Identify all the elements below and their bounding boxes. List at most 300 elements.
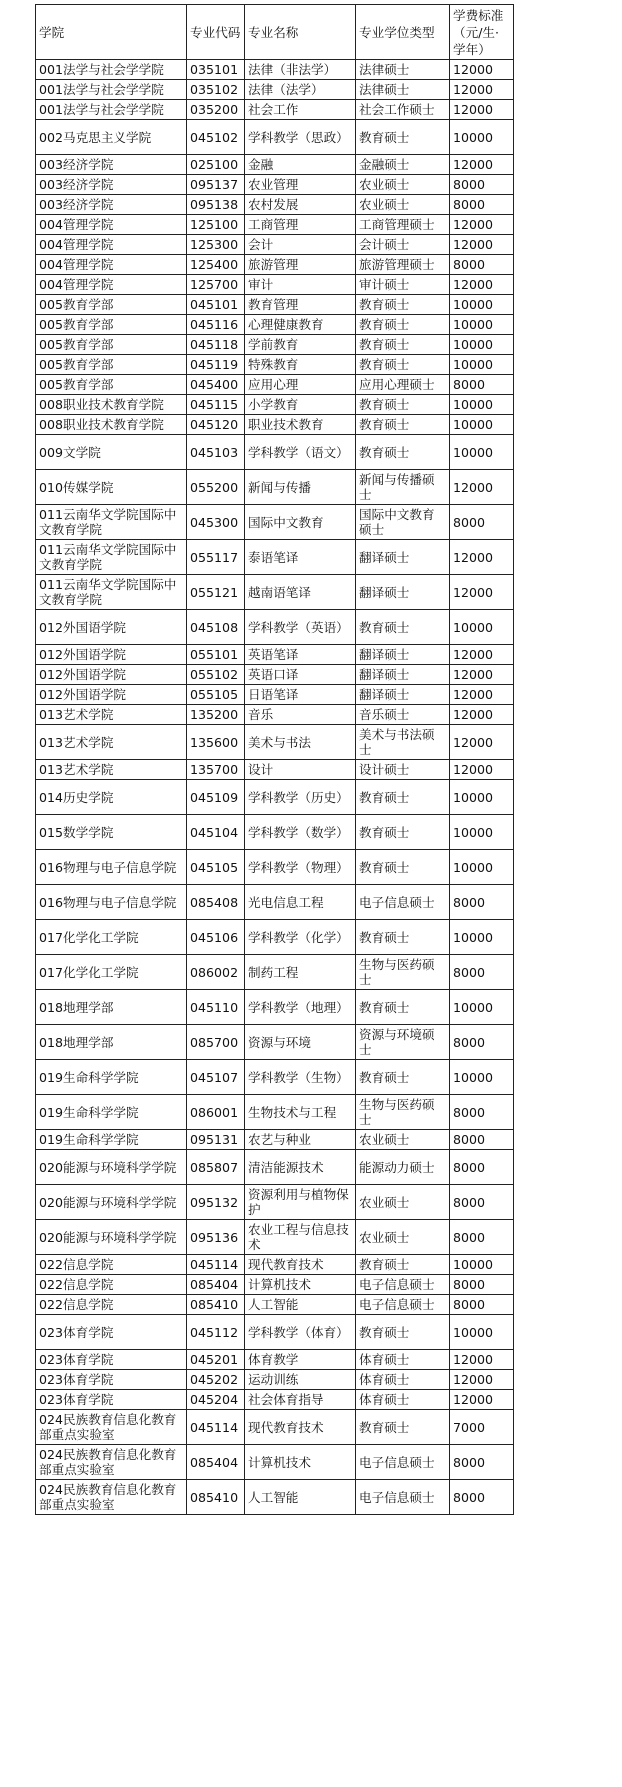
table-row bbox=[36, 355, 514, 375]
cell-college: 001法学与社会学学院 bbox=[36, 60, 187, 80]
table-row bbox=[36, 885, 514, 920]
cell-degree: 教育硕士 bbox=[356, 815, 450, 850]
cell-degree: 教育硕士 bbox=[356, 295, 450, 315]
cell-code: 045119 bbox=[187, 355, 245, 375]
cell-major: 音乐 bbox=[245, 705, 356, 725]
cell-code: 045102 bbox=[187, 120, 245, 155]
cell-code: 035101 bbox=[187, 60, 245, 80]
cell-major: 学科教学（体育） bbox=[245, 1315, 356, 1350]
cell-college: 003经济学院 bbox=[36, 195, 187, 215]
table-row bbox=[36, 80, 514, 100]
cell-fee: 8000 bbox=[450, 1095, 514, 1130]
cell-major: 社会工作 bbox=[245, 100, 356, 120]
cell-fee: 12000 bbox=[450, 645, 514, 665]
cell-major: 现代教育技术 bbox=[245, 1410, 356, 1445]
cell-college: 020能源与环境科学学院 bbox=[36, 1185, 187, 1220]
table-row bbox=[36, 645, 514, 665]
cell-fee: 12000 bbox=[450, 60, 514, 80]
cell-degree: 教育硕士 bbox=[356, 610, 450, 645]
cell-major: 学科教学（思政） bbox=[245, 120, 356, 155]
cell-fee: 8000 bbox=[450, 1130, 514, 1150]
cell-college: 023体育学院 bbox=[36, 1370, 187, 1390]
cell-major: 运动训练 bbox=[245, 1370, 356, 1390]
cell-major: 人工智能 bbox=[245, 1295, 356, 1315]
cell-college: 023体育学院 bbox=[36, 1350, 187, 1370]
cell-college: 005教育学部 bbox=[36, 375, 187, 395]
cell-college: 016物理与电子信息学院 bbox=[36, 850, 187, 885]
table-row bbox=[36, 255, 514, 275]
cell-fee: 10000 bbox=[450, 315, 514, 335]
cell-college: 012外国语学院 bbox=[36, 685, 187, 705]
cell-degree: 教育硕士 bbox=[356, 120, 450, 155]
cell-degree: 翻译硕士 bbox=[356, 540, 450, 575]
cell-college: 019生命科学学院 bbox=[36, 1130, 187, 1150]
table-row bbox=[36, 1255, 514, 1275]
cell-college: 020能源与环境科学学院 bbox=[36, 1220, 187, 1255]
cell-code: 125100 bbox=[187, 215, 245, 235]
cell-fee: 10000 bbox=[450, 1315, 514, 1350]
cell-college: 004管理学院 bbox=[36, 255, 187, 275]
cell-major: 英语口译 bbox=[245, 665, 356, 685]
cell-fee: 10000 bbox=[450, 1060, 514, 1095]
cell-college: 018地理学部 bbox=[36, 1025, 187, 1060]
cell-code: 085408 bbox=[187, 885, 245, 920]
cell-degree: 教育硕士 bbox=[356, 1315, 450, 1350]
cell-college: 014历史学院 bbox=[36, 780, 187, 815]
cell-major: 体育教学 bbox=[245, 1350, 356, 1370]
table-row bbox=[36, 1315, 514, 1350]
cell-fee: 12000 bbox=[450, 80, 514, 100]
cell-fee: 10000 bbox=[450, 120, 514, 155]
cell-degree: 应用心理硕士 bbox=[356, 375, 450, 395]
cell-college: 004管理学院 bbox=[36, 275, 187, 295]
cell-major: 资源与环境 bbox=[245, 1025, 356, 1060]
cell-degree: 农业硕士 bbox=[356, 1185, 450, 1220]
cell-major: 法律（法学） bbox=[245, 80, 356, 100]
table-row bbox=[36, 295, 514, 315]
cell-college: 008职业技术教育学院 bbox=[36, 415, 187, 435]
table-row bbox=[36, 780, 514, 815]
cell-code: 025100 bbox=[187, 155, 245, 175]
cell-code: 135700 bbox=[187, 760, 245, 780]
cell-code: 086002 bbox=[187, 955, 245, 990]
cell-fee: 8000 bbox=[450, 1025, 514, 1060]
table-row bbox=[36, 1480, 514, 1515]
cell-fee: 10000 bbox=[450, 850, 514, 885]
cell-major: 学科教学（英语） bbox=[245, 610, 356, 645]
cell-fee: 8000 bbox=[450, 505, 514, 540]
table-row bbox=[36, 760, 514, 780]
table-row bbox=[36, 990, 514, 1025]
table-row bbox=[36, 100, 514, 120]
cell-college: 016物理与电子信息学院 bbox=[36, 885, 187, 920]
cell-fee: 10000 bbox=[450, 395, 514, 415]
cell-major: 工商管理 bbox=[245, 215, 356, 235]
cell-major: 计算机技术 bbox=[245, 1275, 356, 1295]
cell-degree: 教育硕士 bbox=[356, 395, 450, 415]
cell-college: 022信息学院 bbox=[36, 1255, 187, 1275]
cell-college: 012外国语学院 bbox=[36, 665, 187, 685]
table-row bbox=[36, 505, 514, 540]
cell-college: 015数学学院 bbox=[36, 815, 187, 850]
cell-code: 045103 bbox=[187, 435, 245, 470]
table-row bbox=[36, 1275, 514, 1295]
cell-college: 004管理学院 bbox=[36, 215, 187, 235]
cell-fee: 10000 bbox=[450, 355, 514, 375]
cell-degree: 审计硕士 bbox=[356, 275, 450, 295]
cell-fee: 8000 bbox=[450, 1220, 514, 1255]
cell-degree: 电子信息硕士 bbox=[356, 885, 450, 920]
cell-degree: 教育硕士 bbox=[356, 335, 450, 355]
cell-code: 045114 bbox=[187, 1410, 245, 1445]
cell-degree: 旅游管理硕士 bbox=[356, 255, 450, 275]
cell-college: 003经济学院 bbox=[36, 155, 187, 175]
table-row bbox=[36, 1390, 514, 1410]
cell-fee: 8000 bbox=[450, 1150, 514, 1185]
cell-code: 095131 bbox=[187, 1130, 245, 1150]
cell-college: 011云南华文学院国际中文教育学院 bbox=[36, 575, 187, 610]
header-college: 学院 bbox=[36, 5, 187, 60]
cell-fee: 10000 bbox=[450, 435, 514, 470]
cell-college: 005教育学部 bbox=[36, 355, 187, 375]
cell-code: 085404 bbox=[187, 1275, 245, 1295]
cell-code: 045101 bbox=[187, 295, 245, 315]
table-row bbox=[36, 1410, 514, 1445]
cell-college: 020能源与环境科学学院 bbox=[36, 1150, 187, 1185]
cell-code: 035200 bbox=[187, 100, 245, 120]
cell-degree: 教育硕士 bbox=[356, 435, 450, 470]
cell-code: 045204 bbox=[187, 1390, 245, 1410]
cell-college: 012外国语学院 bbox=[36, 645, 187, 665]
cell-degree: 体育硕士 bbox=[356, 1390, 450, 1410]
table-row bbox=[36, 275, 514, 295]
cell-degree: 生物与医药硕士 bbox=[356, 1095, 450, 1130]
header-degree: 专业学位类型 bbox=[356, 5, 450, 60]
cell-college: 023体育学院 bbox=[36, 1390, 187, 1410]
table-row bbox=[36, 335, 514, 355]
cell-major: 日语笔译 bbox=[245, 685, 356, 705]
cell-degree: 翻译硕士 bbox=[356, 645, 450, 665]
cell-code: 045104 bbox=[187, 815, 245, 850]
cell-major: 学科教学（数学） bbox=[245, 815, 356, 850]
cell-fee: 12000 bbox=[450, 275, 514, 295]
cell-fee: 10000 bbox=[450, 1255, 514, 1275]
cell-fee: 8000 bbox=[450, 1295, 514, 1315]
table-row bbox=[36, 415, 514, 435]
cell-code: 086001 bbox=[187, 1095, 245, 1130]
cell-code: 045400 bbox=[187, 375, 245, 395]
cell-code: 045114 bbox=[187, 1255, 245, 1275]
table-row bbox=[36, 375, 514, 395]
cell-code: 045118 bbox=[187, 335, 245, 355]
cell-degree: 法律硕士 bbox=[356, 80, 450, 100]
cell-degree: 电子信息硕士 bbox=[356, 1480, 450, 1515]
cell-college: 013艺术学院 bbox=[36, 760, 187, 780]
cell-major: 法律（非法学） bbox=[245, 60, 356, 80]
cell-degree: 教育硕士 bbox=[356, 1410, 450, 1445]
table-row bbox=[36, 1060, 514, 1095]
cell-fee: 8000 bbox=[450, 175, 514, 195]
table-row bbox=[36, 1220, 514, 1255]
cell-code: 085807 bbox=[187, 1150, 245, 1185]
cell-major: 农业管理 bbox=[245, 175, 356, 195]
cell-major: 英语笔译 bbox=[245, 645, 356, 665]
cell-degree: 工商管理硕士 bbox=[356, 215, 450, 235]
cell-fee: 12000 bbox=[450, 470, 514, 505]
cell-fee: 12000 bbox=[450, 575, 514, 610]
cell-major: 会计 bbox=[245, 235, 356, 255]
cell-major: 学科教学（语文） bbox=[245, 435, 356, 470]
table-row bbox=[36, 540, 514, 575]
cell-major: 学科教学（化学） bbox=[245, 920, 356, 955]
cell-degree: 教育硕士 bbox=[356, 850, 450, 885]
cell-fee: 12000 bbox=[450, 100, 514, 120]
cell-college: 019生命科学学院 bbox=[36, 1060, 187, 1095]
table-row bbox=[36, 955, 514, 990]
cell-code: 055102 bbox=[187, 665, 245, 685]
cell-major: 学前教育 bbox=[245, 335, 356, 355]
cell-college: 024民族教育信息化教育部重点实验室 bbox=[36, 1480, 187, 1515]
header-row bbox=[36, 5, 514, 60]
table-row bbox=[36, 155, 514, 175]
cell-major: 审计 bbox=[245, 275, 356, 295]
cell-code: 045110 bbox=[187, 990, 245, 1025]
cell-degree: 社会工作硕士 bbox=[356, 100, 450, 120]
table-row bbox=[36, 60, 514, 80]
cell-major: 新闻与传播 bbox=[245, 470, 356, 505]
cell-fee: 10000 bbox=[450, 415, 514, 435]
table-row bbox=[36, 1185, 514, 1220]
table-row bbox=[36, 685, 514, 705]
table-row bbox=[36, 1130, 514, 1150]
cell-code: 095132 bbox=[187, 1185, 245, 1220]
cell-college: 010传媒学院 bbox=[36, 470, 187, 505]
cell-degree: 设计硕士 bbox=[356, 760, 450, 780]
cell-degree: 教育硕士 bbox=[356, 1255, 450, 1275]
cell-major: 光电信息工程 bbox=[245, 885, 356, 920]
table-row bbox=[36, 235, 514, 255]
table-row bbox=[36, 470, 514, 505]
cell-degree: 资源与环境硕士 bbox=[356, 1025, 450, 1060]
cell-college: 008职业技术教育学院 bbox=[36, 395, 187, 415]
cell-code: 055117 bbox=[187, 540, 245, 575]
cell-major: 设计 bbox=[245, 760, 356, 780]
cell-college: 022信息学院 bbox=[36, 1275, 187, 1295]
cell-major: 学科教学（历史） bbox=[245, 780, 356, 815]
table-row bbox=[36, 1150, 514, 1185]
cell-code: 045105 bbox=[187, 850, 245, 885]
cell-fee: 8000 bbox=[450, 1480, 514, 1515]
table-row bbox=[36, 215, 514, 235]
cell-major: 职业技术教育 bbox=[245, 415, 356, 435]
cell-college: 024民族教育信息化教育部重点实验室 bbox=[36, 1410, 187, 1445]
cell-college: 017化学化工学院 bbox=[36, 920, 187, 955]
cell-degree: 农业硕士 bbox=[356, 1130, 450, 1150]
cell-degree: 农业硕士 bbox=[356, 1220, 450, 1255]
cell-fee: 8000 bbox=[450, 255, 514, 275]
cell-code: 045120 bbox=[187, 415, 245, 435]
cell-code: 125700 bbox=[187, 275, 245, 295]
cell-degree: 教育硕士 bbox=[356, 780, 450, 815]
cell-major: 国际中文教育 bbox=[245, 505, 356, 540]
cell-fee: 12000 bbox=[450, 665, 514, 685]
table-row bbox=[36, 725, 514, 760]
cell-code: 045109 bbox=[187, 780, 245, 815]
cell-code: 045107 bbox=[187, 1060, 245, 1095]
cell-major: 农艺与种业 bbox=[245, 1130, 356, 1150]
cell-college: 002马克思主义学院 bbox=[36, 120, 187, 155]
cell-code: 095136 bbox=[187, 1220, 245, 1255]
cell-degree: 教育硕士 bbox=[356, 315, 450, 335]
cell-code: 085410 bbox=[187, 1480, 245, 1515]
table-row bbox=[36, 1370, 514, 1390]
cell-major: 心理健康教育 bbox=[245, 315, 356, 335]
cell-fee: 12000 bbox=[450, 1390, 514, 1410]
cell-major: 农村发展 bbox=[245, 195, 356, 215]
cell-college: 017化学化工学院 bbox=[36, 955, 187, 990]
cell-code: 045202 bbox=[187, 1370, 245, 1390]
cell-fee: 10000 bbox=[450, 610, 514, 645]
cell-degree: 国际中文教育硕士 bbox=[356, 505, 450, 540]
cell-college: 019生命科学学院 bbox=[36, 1095, 187, 1130]
cell-fee: 12000 bbox=[450, 235, 514, 255]
cell-fee: 12000 bbox=[450, 1370, 514, 1390]
cell-code: 035102 bbox=[187, 80, 245, 100]
cell-degree: 会计硕士 bbox=[356, 235, 450, 255]
cell-college: 004管理学院 bbox=[36, 235, 187, 255]
table-row bbox=[36, 1295, 514, 1315]
table-row bbox=[36, 665, 514, 685]
cell-fee: 8000 bbox=[450, 195, 514, 215]
table-row bbox=[36, 175, 514, 195]
cell-degree: 体育硕士 bbox=[356, 1350, 450, 1370]
cell-major: 越南语笔译 bbox=[245, 575, 356, 610]
cell-code: 045116 bbox=[187, 315, 245, 335]
cell-code: 055101 bbox=[187, 645, 245, 665]
cell-major: 学科教学（物理） bbox=[245, 850, 356, 885]
cell-degree: 电子信息硕士 bbox=[356, 1295, 450, 1315]
cell-college: 013艺术学院 bbox=[36, 705, 187, 725]
cell-code: 095138 bbox=[187, 195, 245, 215]
cell-degree: 教育硕士 bbox=[356, 1060, 450, 1095]
cell-code: 045106 bbox=[187, 920, 245, 955]
cell-code: 045115 bbox=[187, 395, 245, 415]
cell-degree: 能源动力硕士 bbox=[356, 1150, 450, 1185]
cell-major: 人工智能 bbox=[245, 1480, 356, 1515]
header-code: 专业代码 bbox=[187, 5, 245, 60]
cell-major: 特殊教育 bbox=[245, 355, 356, 375]
cell-fee: 8000 bbox=[450, 1445, 514, 1480]
cell-major: 农业工程与信息技术 bbox=[245, 1220, 356, 1255]
cell-college: 005教育学部 bbox=[36, 295, 187, 315]
cell-fee: 10000 bbox=[450, 920, 514, 955]
table-row bbox=[36, 435, 514, 470]
cell-fee: 8000 bbox=[450, 885, 514, 920]
cell-code: 135200 bbox=[187, 705, 245, 725]
cell-code: 125300 bbox=[187, 235, 245, 255]
table-row bbox=[36, 1025, 514, 1060]
cell-major: 学科教学（生物） bbox=[245, 1060, 356, 1095]
cell-code: 085410 bbox=[187, 1295, 245, 1315]
cell-degree: 农业硕士 bbox=[356, 195, 450, 215]
cell-degree: 教育硕士 bbox=[356, 415, 450, 435]
cell-college: 005教育学部 bbox=[36, 315, 187, 335]
cell-fee: 10000 bbox=[450, 815, 514, 850]
cell-college: 011云南华文学院国际中文教育学院 bbox=[36, 540, 187, 575]
table-body bbox=[36, 60, 514, 1515]
cell-code: 135600 bbox=[187, 725, 245, 760]
cell-major: 制药工程 bbox=[245, 955, 356, 990]
cell-code: 045108 bbox=[187, 610, 245, 645]
cell-degree: 教育硕士 bbox=[356, 990, 450, 1025]
cell-fee: 12000 bbox=[450, 1350, 514, 1370]
table-row bbox=[36, 705, 514, 725]
cell-fee: 8000 bbox=[450, 955, 514, 990]
cell-college: 003经济学院 bbox=[36, 175, 187, 195]
cell-major: 金融 bbox=[245, 155, 356, 175]
tuition-table bbox=[35, 4, 514, 1515]
table-row bbox=[36, 1445, 514, 1480]
cell-degree: 翻译硕士 bbox=[356, 685, 450, 705]
table-row bbox=[36, 315, 514, 335]
cell-fee: 12000 bbox=[450, 725, 514, 760]
cell-college: 012外国语学院 bbox=[36, 610, 187, 645]
cell-code: 045112 bbox=[187, 1315, 245, 1350]
cell-college: 009文学院 bbox=[36, 435, 187, 470]
cell-fee: 10000 bbox=[450, 780, 514, 815]
cell-code: 055200 bbox=[187, 470, 245, 505]
cell-major: 教育管理 bbox=[245, 295, 356, 315]
cell-fee: 10000 bbox=[450, 295, 514, 315]
table-row bbox=[36, 395, 514, 415]
table-row bbox=[36, 1350, 514, 1370]
table-row bbox=[36, 575, 514, 610]
cell-degree: 体育硕士 bbox=[356, 1370, 450, 1390]
cell-degree: 美术与书法硕士 bbox=[356, 725, 450, 760]
cell-degree: 翻译硕士 bbox=[356, 665, 450, 685]
cell-college: 018地理学部 bbox=[36, 990, 187, 1025]
cell-fee: 12000 bbox=[450, 705, 514, 725]
cell-fee: 8000 bbox=[450, 1185, 514, 1220]
cell-code: 095137 bbox=[187, 175, 245, 195]
cell-fee: 8000 bbox=[450, 375, 514, 395]
cell-college: 001法学与社会学学院 bbox=[36, 80, 187, 100]
cell-degree: 农业硕士 bbox=[356, 175, 450, 195]
cell-code: 055121 bbox=[187, 575, 245, 610]
cell-code: 055105 bbox=[187, 685, 245, 705]
cell-major: 学科教学（地理） bbox=[245, 990, 356, 1025]
cell-college: 024民族教育信息化教育部重点实验室 bbox=[36, 1445, 187, 1480]
cell-fee: 12000 bbox=[450, 155, 514, 175]
cell-major: 计算机技术 bbox=[245, 1445, 356, 1480]
cell-major: 现代教育技术 bbox=[245, 1255, 356, 1275]
cell-college: 001法学与社会学学院 bbox=[36, 100, 187, 120]
cell-degree: 电子信息硕士 bbox=[356, 1445, 450, 1480]
cell-code: 045300 bbox=[187, 505, 245, 540]
table-row bbox=[36, 195, 514, 215]
cell-college: 005教育学部 bbox=[36, 335, 187, 355]
cell-major: 泰语笔译 bbox=[245, 540, 356, 575]
cell-major: 社会体育指导 bbox=[245, 1390, 356, 1410]
cell-degree: 教育硕士 bbox=[356, 920, 450, 955]
cell-degree: 电子信息硕士 bbox=[356, 1275, 450, 1295]
cell-fee: 7000 bbox=[450, 1410, 514, 1445]
cell-major: 旅游管理 bbox=[245, 255, 356, 275]
cell-fee: 12000 bbox=[450, 760, 514, 780]
table-row bbox=[36, 120, 514, 155]
cell-major: 资源利用与植物保护 bbox=[245, 1185, 356, 1220]
cell-fee: 10000 bbox=[450, 335, 514, 355]
